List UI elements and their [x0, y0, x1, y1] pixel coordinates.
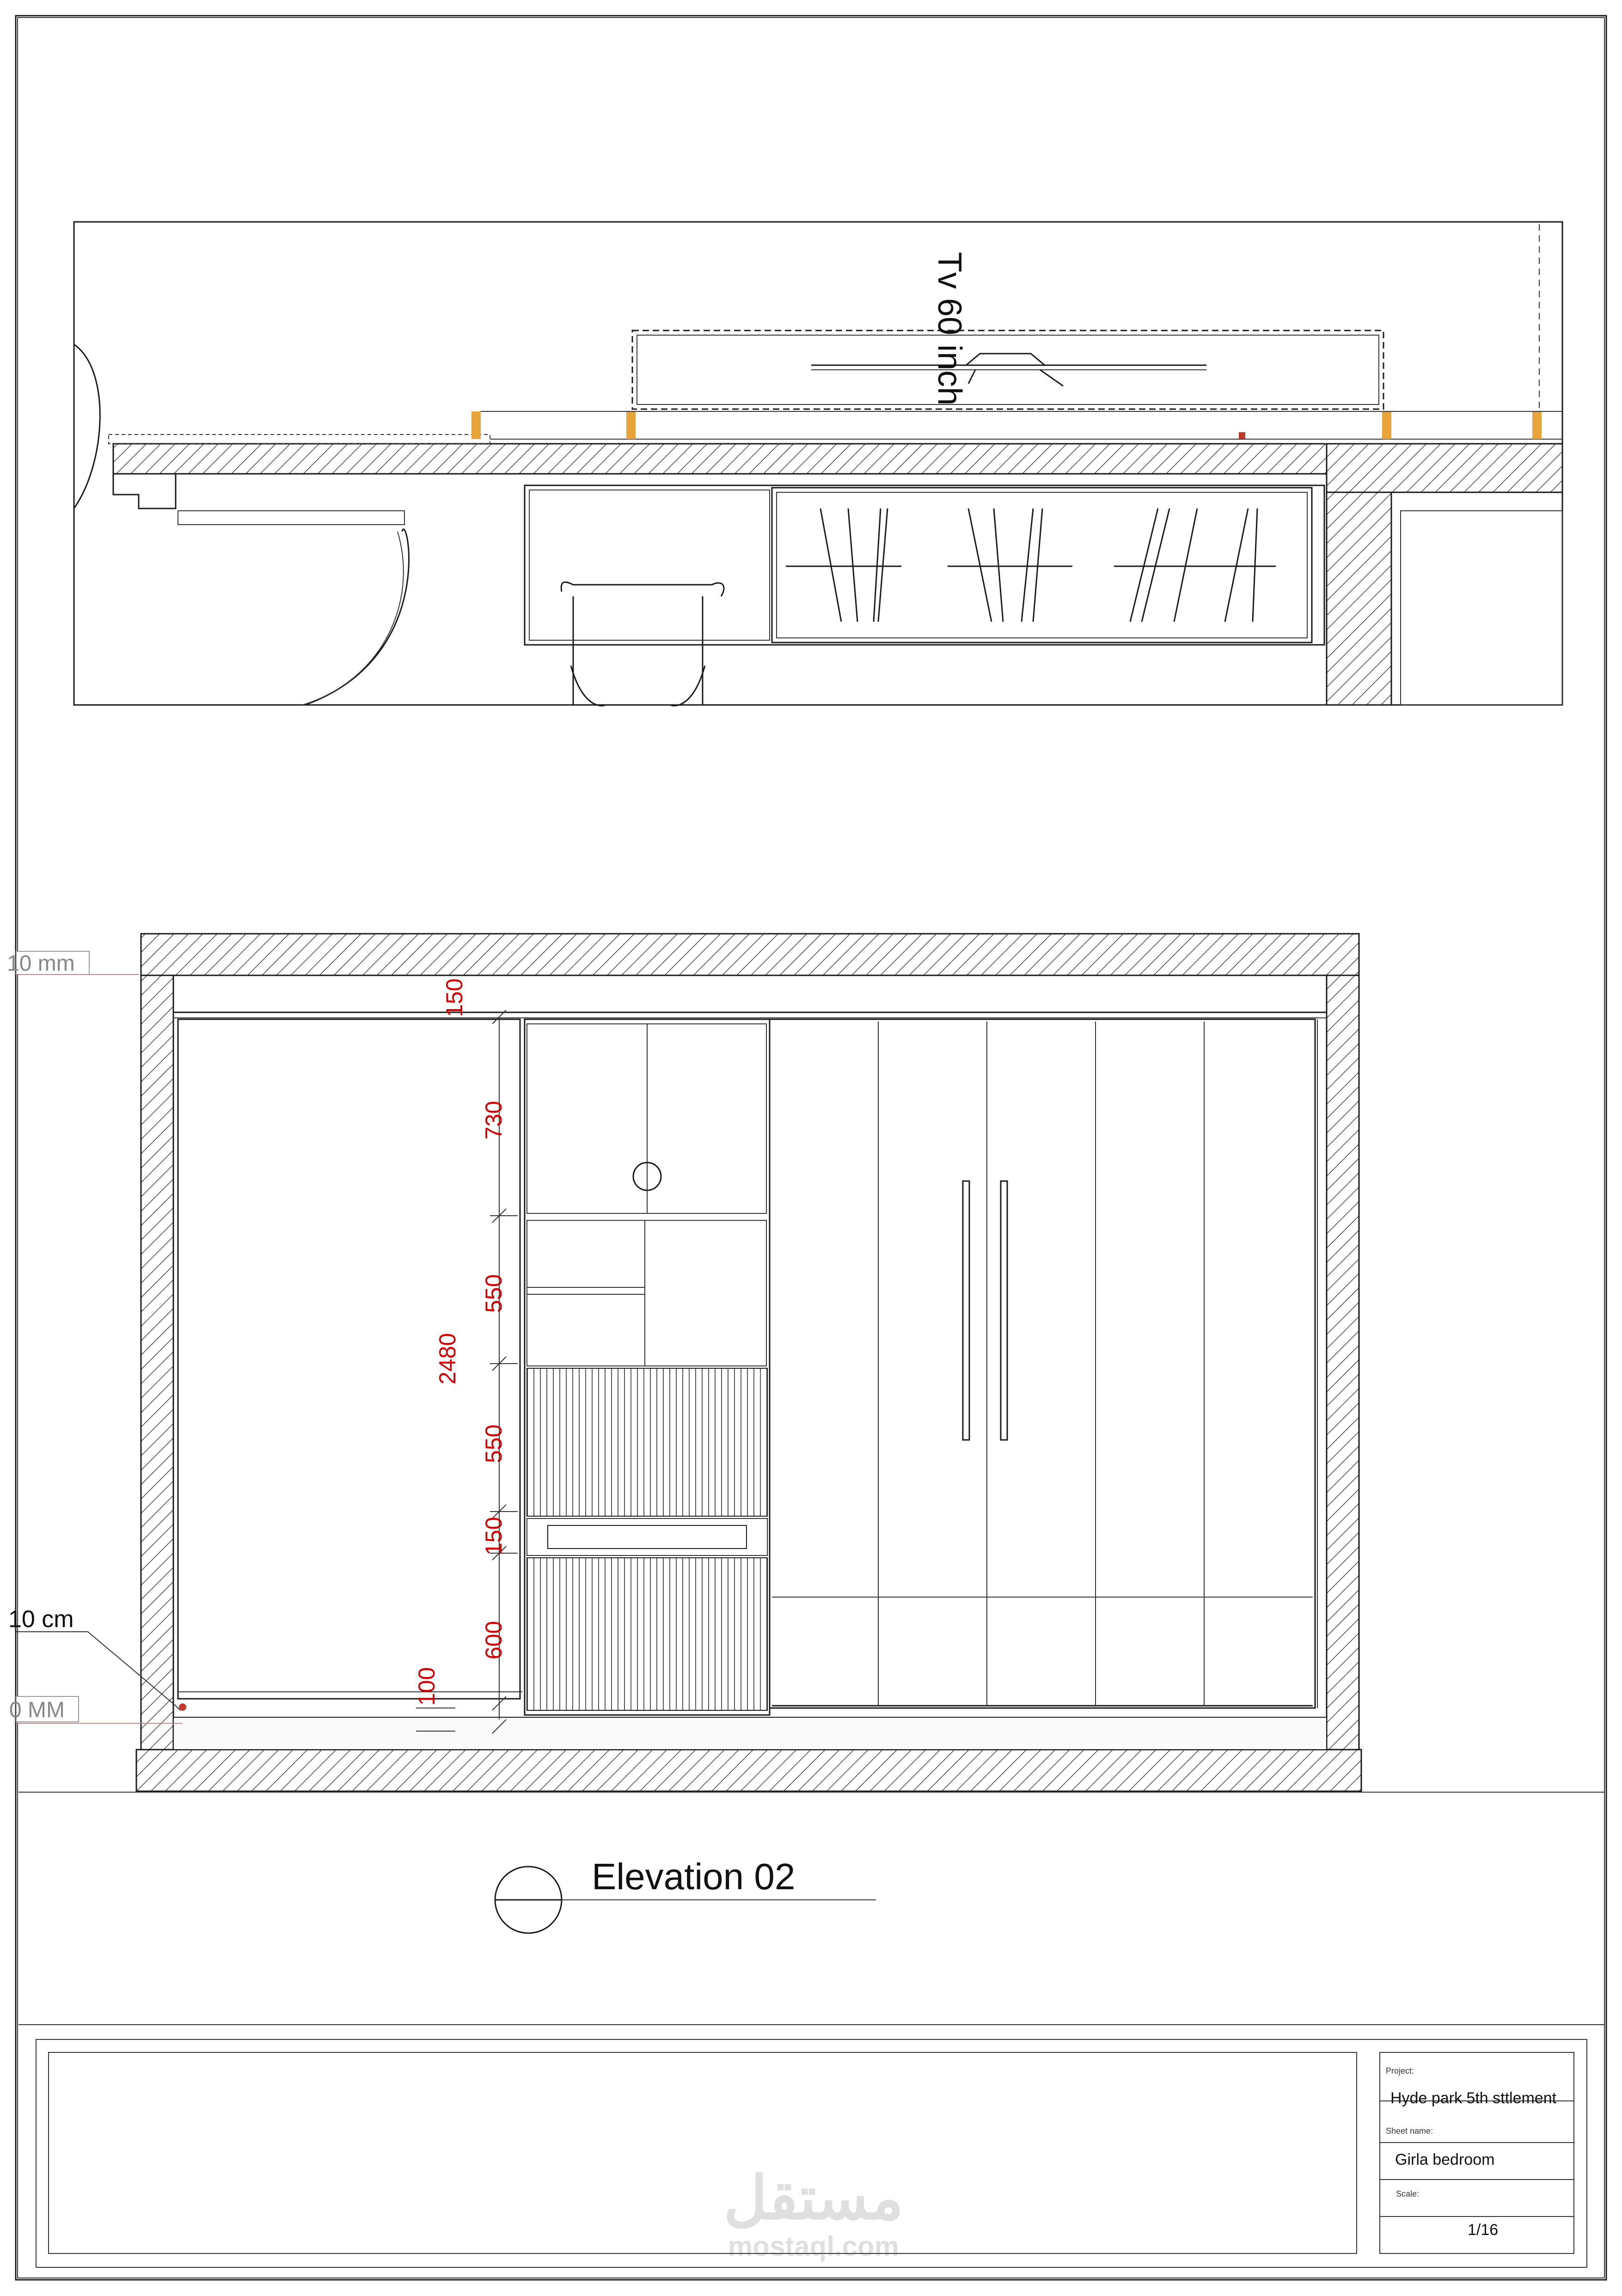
label-0mm: 0 MM [9, 1698, 65, 1722]
dim-2480: 2480 [435, 1333, 460, 1384]
plan-view [74, 222, 1562, 706]
accent-marker [1532, 411, 1542, 439]
watermark-latin: mostaql.com [728, 2231, 900, 2262]
project-value: Hyde park 5th sttlement [1390, 2089, 1557, 2107]
elevation-title [495, 1856, 876, 1933]
sheet-frame [16, 16, 1606, 2280]
tv-label: Tv 60 inch [931, 252, 968, 406]
accent-marker [626, 411, 636, 439]
label-10mm: 10 mm [7, 951, 75, 976]
dim-150-top: 150 [441, 978, 467, 1017]
floor-slab [136, 1750, 1361, 1791]
label-10cm: 10 cm [8, 1606, 74, 1633]
wardrobe-handle [963, 1181, 969, 1440]
screed [173, 1717, 1327, 1750]
wardrobe-handle [1001, 1181, 1007, 1440]
fluted-drawer [527, 1558, 767, 1710]
hanging-clothes-icon [786, 508, 1276, 622]
dim-600: 600 [481, 1621, 507, 1659]
right-wall [1327, 975, 1359, 1752]
sheet-label: Sheet name: [1386, 2126, 1433, 2136]
ceiling-slab [141, 934, 1359, 975]
accent-marker [1382, 411, 1391, 439]
fluted-drawer [527, 1368, 767, 1516]
project-label: Project: [1386, 2066, 1414, 2076]
watermark-arabic: مستقل [723, 2164, 904, 2232]
scale-value: 1/16 [1468, 2221, 1499, 2239]
dim-150-mid: 150 [481, 1517, 507, 1555]
dim-730: 730 [481, 1101, 507, 1139]
dim-550-b: 550 [481, 1424, 507, 1463]
elevation-title-text: Elevation 02 [592, 1856, 796, 1897]
elevation-view [7, 934, 1604, 1792]
left-wall [141, 975, 173, 1752]
accent-marker [471, 411, 481, 439]
chair-icon [561, 582, 724, 705]
dim-100: 100 [414, 1667, 440, 1706]
sheet-value: Girla bedroom [1395, 2151, 1495, 2168]
watermark-logo [723, 2164, 903, 2262]
scale-label: Scale: [1396, 2189, 1420, 2198]
dim-550-a: 550 [481, 1274, 507, 1313]
